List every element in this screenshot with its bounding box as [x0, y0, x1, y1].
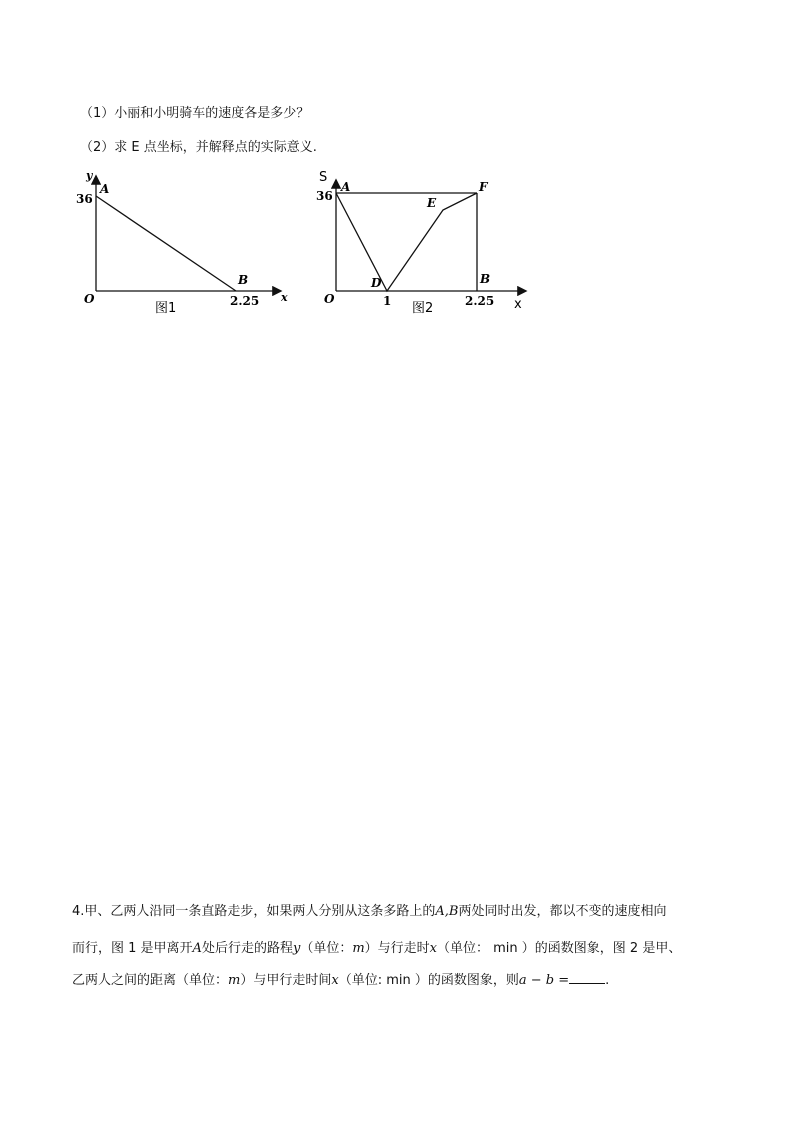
y-tick-36: 36: [76, 192, 93, 206]
path-a-d-e-f: [336, 193, 477, 291]
y-axis-label: y: [86, 169, 93, 182]
figure-1: [70, 165, 300, 320]
origin-label: O: [324, 292, 335, 306]
line-ab: [96, 196, 236, 291]
origin-label: O: [84, 292, 95, 306]
point-b-label: B: [238, 273, 249, 287]
problem-4-line-2: 而行，图 1 是甲离开A处后行走的路程y（单位：m）与行走时x（单位： min ）的函数图象，图 2 是甲、: [72, 941, 682, 956]
point-b-label: B: [480, 272, 491, 286]
x-axis-label: x: [514, 297, 522, 312]
problem-4-line-3: 乙两人之间的距离（单位：m）与甲行走时间x（单位: min ）的函数图象，则a − b = .: [72, 973, 610, 988]
figure-2: [310, 165, 535, 320]
problem-4-line-1: 4.甲、乙两人沿同一条直路走步，如果两人分别从这条多路上的A,B两处同时出发，都以不变的速度相向: [72, 904, 667, 919]
x-tick-1: 1: [383, 294, 392, 308]
point-e-label: E: [427, 196, 437, 210]
x-tick-225: 2.25: [465, 294, 495, 308]
figure-2-caption: 图2: [412, 301, 434, 316]
point-f-label: F: [479, 180, 488, 194]
question-1: （1）小丽和小明骑车的速度各是多少？: [80, 106, 310, 121]
x-axis-label: x: [281, 291, 288, 304]
answer-blank[interactable]: [569, 971, 605, 984]
x-tick-225: 2.25: [230, 294, 260, 308]
y-axis-label: S: [319, 170, 328, 185]
point-a-label: A: [100, 182, 110, 196]
point-a-label: A: [341, 180, 351, 194]
question-2: （2）求 E 点坐标，并解释点的实际意义.: [80, 140, 317, 155]
figure-1-caption: 图1: [155, 301, 177, 316]
y-tick-36: 36: [316, 189, 333, 203]
point-d-label: D: [371, 276, 382, 290]
